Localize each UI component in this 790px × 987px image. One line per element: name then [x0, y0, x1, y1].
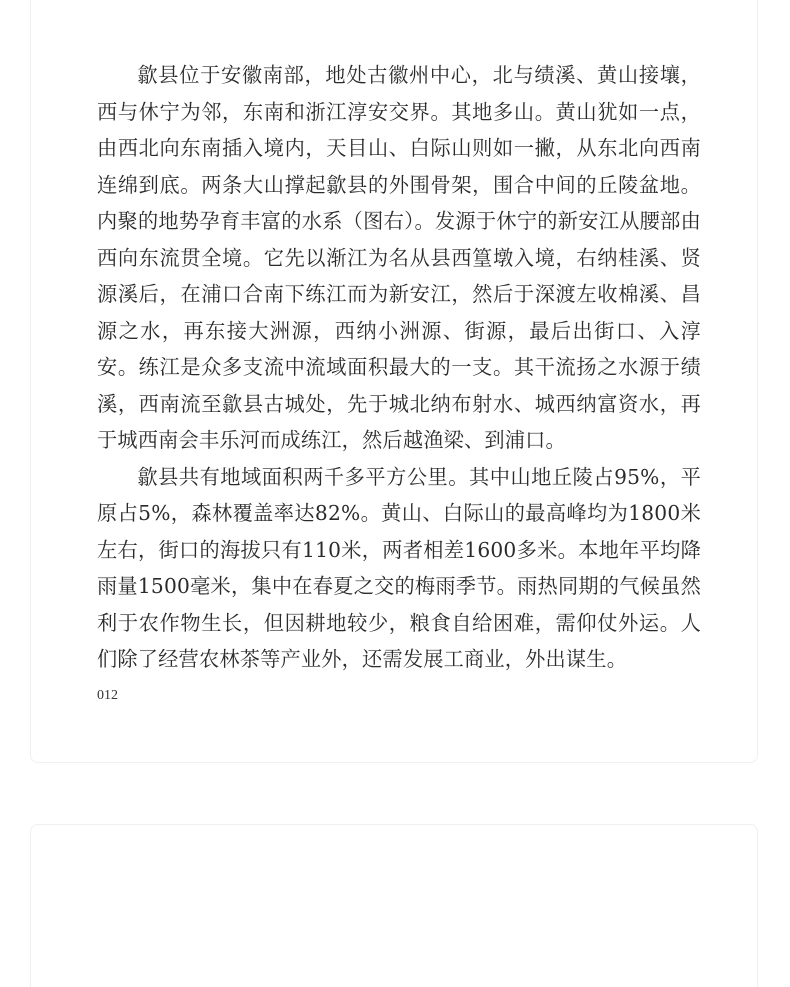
body-text [97, 57, 701, 678]
page-card-current [30, 0, 758, 763]
page-number: 012 [97, 688, 118, 703]
paragraph-1: 歙县位于安徽南部，地处古徽州中心，北与绩溪、黄山接壤，西与休宁为邻，东南和浙江淳安交界。其地多山。黄山犹如一点，由西北向东南插入境内，天目山、白际山则如一撇，从东北向西南连绵到底。两条大山撑起歙县的外围骨架，围合中间的丘陵盆地。内聚的地势孕育丰富的水系（图右）。发源于休宁的新安江从腰部由西向东流贯全境。它先以渐江为名从县西篁墩入境，右纳桂溪、贤源溪后，在浦口合南下练江而为新安江，然后于深渡左收棉溪、昌源之水，再东接大洲源，西纳小洲源、街源，最后出街口、入淳安。练江是众多支流中流域面积最大的一支。其干流扬之水源于绩溪，西南流至歙县古城处，先于城北纳布射水、城西纳富资水，再于城西南会丰乐河而成练江，然后越渔梁、到浦口。 [97, 63, 701, 452]
page-card-next [30, 824, 758, 987]
paragraph-2: 歙县共有地域面积两千多平方公里。其中山地丘陵占95%，平原占5%，森林覆盖率达82%。黄山、白际山的最高峰均为1800米左右，街口的海拔只有110米，两者相差1600多米。本地年平均降雨量1500毫米，集中在春夏之交的梅雨季节。雨热同期的气候虽然利于农作物生长，但因耕地较少，粮食自给困难，需仰仗外运。人们除了经营农林茶等产业外，还需发展工商业，外出谋生。 [97, 464, 701, 671]
